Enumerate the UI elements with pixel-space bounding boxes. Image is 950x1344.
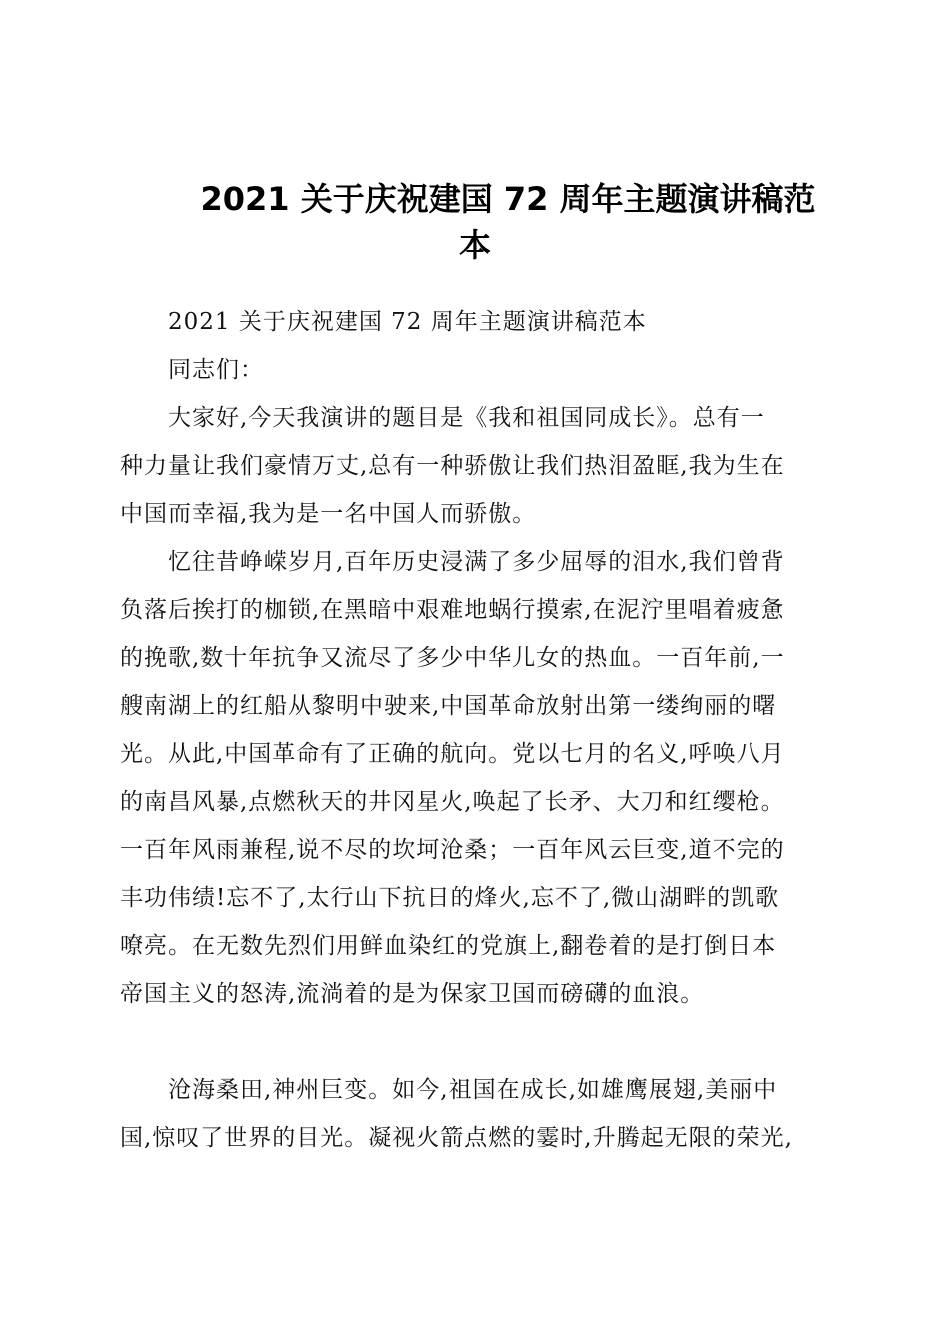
text-line: 一百年风雨兼程,说不尽的坎坷沧桑；一百年风云巨变,道不完的	[120, 837, 785, 863]
text-line: 大家好,今天我演讲的题目是《我和祖国同成长》。总有一	[168, 405, 765, 431]
text-line: 沧海桑田,神州巨变。如今,祖国在成长,如雄鹰展翅,美丽中	[168, 1077, 778, 1103]
subtitle: 2021 关于庆祝建国 72 周年主题演讲稿范本	[168, 309, 647, 335]
subtitle-paragraph	[120, 298, 832, 346]
document-title	[0, 176, 950, 268]
document-body	[120, 298, 832, 1162]
text-line: 忆往昔峥嵘岁月,百年历史浸满了多少屈辱的泪水,我们曾背	[168, 549, 785, 575]
title-line: 本	[458, 226, 491, 264]
salutation-paragraph	[120, 346, 832, 394]
paragraph-3	[120, 1066, 832, 1162]
text-line: 艘南湖上的红船从黎明中驶来,中国革命放射出第一缕绚丽的曙	[120, 693, 777, 719]
text-line: 嘹亮。在无数先烈们用鲜血染红的党旗上,翻卷着的是打倒日本	[120, 933, 777, 959]
salutation: 同志们：	[168, 357, 264, 383]
text-line: 光。从此,中国革命有了正确的航向。党以七月的名义,呼唤八月	[120, 741, 785, 767]
text-line: 帝国主义的怒涛,流淌着的是为保家卫国而磅礴的血浪。	[120, 981, 705, 1007]
text-line: 的南昌风暴,点燃秋天的井冈星火,唤起了长矛、大刀和红缨枪。	[120, 789, 785, 815]
text-line: 国,惊叹了世界的目光。凝视火箭点燃的霎时,升腾起无限的荣光,	[120, 1125, 793, 1151]
title-line: 2021 关于庆祝建国 72 周年主题演讲稿范	[200, 180, 816, 218]
text-line: 种力量让我们豪情万丈,总有一种骄傲让我们热泪盈眶,我为生在	[120, 453, 785, 479]
paragraph-2	[120, 538, 832, 1018]
paragraph-1	[120, 394, 832, 538]
text-line: 中国而幸福,我为是一名中国人而骄傲。	[120, 501, 537, 527]
text-line: 负落后挨打的枷锁,在黑暗中艰难地蜗行摸索,在泥泞里唱着疲惫	[120, 597, 785, 623]
text-line: 的挽歌,数十年抗争又流尽了多少中华儿女的热血。一百年前,一	[120, 645, 785, 671]
text-line: 丰功伟绩!忘不了,太行山下抗日的烽火,忘不了,微山湖畔的凯歌	[120, 885, 780, 911]
